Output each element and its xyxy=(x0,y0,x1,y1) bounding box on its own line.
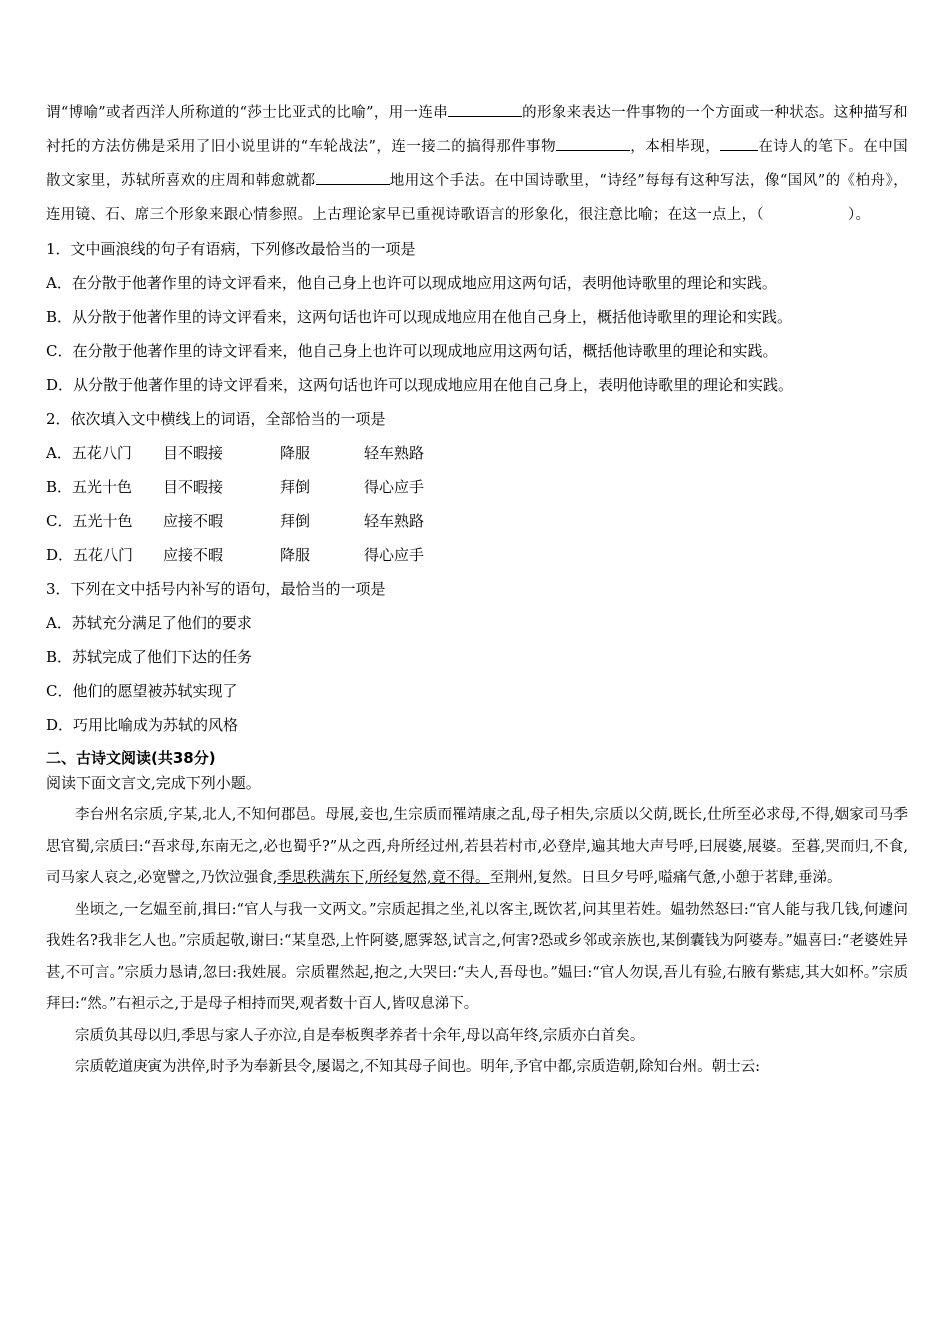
passage-text-6: ）。 xyxy=(847,207,871,223)
question-1-option-c: C．在分散于他著作里的诗文评看来，他自己身上也许可以现成地应用这两句话，概括他诗歌里的理论和实践。 xyxy=(46,342,778,360)
classical-text: 至荆州,复然。日旦夕号呼,嗌痛气惫,小憩于茗肆,垂涕。 xyxy=(489,870,842,886)
section-instruction: 阅读下面文言文,完成下列小题。 xyxy=(46,774,261,792)
question-3-option-b: B．苏轼完成了他们下达的任务 xyxy=(46,648,253,666)
question-1-option-b: B．从分散于他著作里的诗文评看来，这两句话也许可以现成地应用在他自己身上，概括他诗歌里的理论和实践。 xyxy=(46,308,793,326)
question-1-option-d: D．从分散于他著作里的诗文评看来，这两句话也许可以现成地应用在他自己身上，表明他诗歌里的理论和实践。 xyxy=(46,376,794,394)
classical-paragraph-1 xyxy=(46,800,908,895)
passage-text-4: 在诗人的笔下。在中国散文家里，苏轼所喜欢的庄周和韩愈就都 xyxy=(46,139,908,189)
option-word: D．五花八门 xyxy=(46,546,134,564)
passage-text-3: ，本相毕现， xyxy=(630,139,721,155)
option-word: 轻车熟路 xyxy=(364,512,425,530)
document-page xyxy=(46,96,908,1084)
option-word: 降服 xyxy=(280,444,311,462)
option-word: C．五光十色 xyxy=(46,512,133,530)
question-3-option-d: D．巧用比喻成为苏轼的风格 xyxy=(46,716,239,734)
option-word: 应接不暇 xyxy=(163,546,224,564)
option-word: 得心应手 xyxy=(364,546,425,564)
underlined-sentence: 季思秩满东下,所经复然,竟不得。 xyxy=(277,870,490,886)
classical-paragraph-2: 坐顷之,一乞媪至前,揖曰:“官人与我一文两文。”宗质起揖之坐,礼以客主,既饮茗,问其里若姓。媪勃然怒曰:“官人能与我几钱,何遽问我姓名?我非乞人也。”宗质起敬,谢曰:“某皇恐,上忤阿婆,愿霁怒,试言之,何害?恐或乡邻或亲族也,某倒囊钱为阿婆寿。”媪喜曰:“老婆姓异甚,不可言。”宗质力恳请,忽曰:我姓展。宗质瞿然起,抱之,大哭曰:“夫人,吾母也。”媪曰:“官人勿误,吾儿有验,右腋有紫痣,其大如杯。”宗质拜曰:“然。”右袒示之,于是母子相持而哭,观者数十百人,皆叹息涕下。 xyxy=(46,901,908,1012)
question-2-stem: 2．依次填入文中横线上的词语，全部恰当的一项是 xyxy=(46,410,386,428)
option-word: A．五花八门 xyxy=(46,444,132,462)
option-word: 降服 xyxy=(280,546,311,564)
passage-text-2: 的形象来表达一件事物的一个方面或一种状态。这种描写和衬托的方法仿佛是采用了旧小说里讲的“车轮战法”，连一接二的搞得那件事物 xyxy=(46,105,908,155)
classical-paragraph-3: 宗质负其母以归,季思与家人子亦泣,自是奉板舆孝养者十余年,母以高年终,宗质亦白首矣。 xyxy=(75,1027,645,1044)
option-word: 目不暇接 xyxy=(163,444,224,462)
option-word: 轻车熟路 xyxy=(364,444,425,462)
blank-4 xyxy=(316,170,390,185)
option-word: B．五光十色 xyxy=(46,478,133,496)
section-heading: 二、古诗文阅读(共38分) xyxy=(46,749,216,767)
option-word: 目不暇接 xyxy=(163,478,224,496)
question-2-option-a xyxy=(46,436,908,470)
blank-1 xyxy=(448,102,522,117)
question-3-option-a: A．苏轼充分满足了他们的要求 xyxy=(46,614,252,632)
question-2-option-b xyxy=(46,470,908,504)
option-word: 得心应手 xyxy=(364,478,425,496)
blank-3 xyxy=(720,136,758,151)
passage-text-5: 地用这个手法。在中国诗歌里，“诗经”每每有这种写法，像“国风”的《柏舟》，连用镜、石、席三个形象来跟心情参照。上古理论家早已重视诗歌语言的形象化，很注意比喻；在这一点上，（ xyxy=(46,173,908,223)
question-3-stem: 3．下列在文中括号内补写的语句，最恰当的一项是 xyxy=(46,580,386,598)
question-2-option-d xyxy=(46,538,908,572)
classical-paragraph-4: 宗质乾道庚寅为洪倅,时予为奉新县令,屡谒之,不知其母子间也。明年,予官中都,宗质造朝,除知台州。朝士云: xyxy=(75,1059,761,1075)
question-2-option-c xyxy=(46,504,908,538)
question-1-option-a: A．在分散于他著作里的诗文评看来，他自己身上也许可以现成地应用这两句话，表明他诗歌里的理论和实践。 xyxy=(46,274,777,292)
option-word: 拜倒 xyxy=(280,478,311,496)
question-1-stem: 1．文中画浪线的句子有语病，下列修改最恰当的一项是 xyxy=(46,240,416,258)
passage-paragraph xyxy=(46,96,908,232)
option-word: 拜倒 xyxy=(280,512,311,530)
option-word: 应接不暇 xyxy=(163,512,224,530)
passage-text-1: 谓“博喻”或者西洋人所称道的“莎士比亚式的比喻”，用一连串 xyxy=(46,105,449,121)
classical-text: 李台州名宗质,字某,北人,不知何郡邑。母展,妾也,生宗质而罹靖康之乱,母子相失,宗质以父荫,既长,仕所至必求母,不得,姻家司马季思官蜀,宗质曰:“吾求母,东南无之,必也蜀乎?”从之西,舟所经过州,若县若村市,必登岸,遍其地大声号呼,曰展婆,展婆。至暮,哭而归,不食,司马家人哀之,必宽譬之,乃饮泣强食, xyxy=(46,807,908,886)
question-3-option-c: C．他们的愿望被苏轼实现了 xyxy=(46,682,238,700)
blank-2 xyxy=(556,136,630,151)
